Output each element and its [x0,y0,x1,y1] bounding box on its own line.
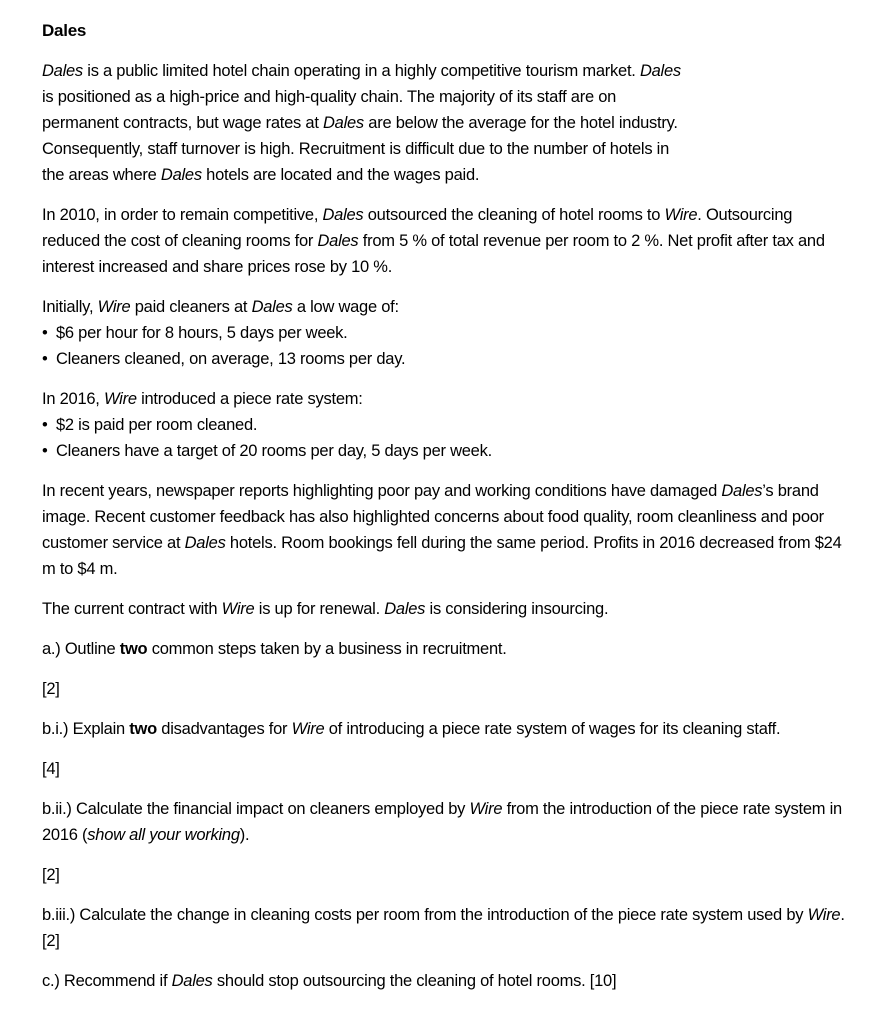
bullet-icon: • [42,442,48,460]
piece-rate-list [42,412,850,464]
list-item: • $6 per hour for 8 hours, 5 days per week. [42,320,850,346]
contract-renewal-paragraph: The current contract with Wire is up for renewal. Dales is considering insourcing. [42,600,609,618]
list-item: • Cleaners cleaned, on average, 13 rooms per day. [42,346,850,372]
bullet-icon: • [42,324,48,342]
question-b-ii-marks: [2] [42,866,60,884]
list-item: • $2 is paid per room cleaned. [42,412,850,438]
page-title: Dales [42,21,87,40]
question-b-ii: b.ii.) Calculate the financial impact on cleaners employed by Wire from the introduction of the piece rate system in 2016 (show all your working). [42,800,842,844]
question-b-i-marks: [4] [42,760,60,778]
bullet-icon: • [42,416,48,434]
outsourcing-paragraph: In 2010, in order to remain competitive, Dales outsourced the cleaning of hotel rooms to Wire. Outsourcing reduced the cost of cleaning rooms for Dales from 5 % of total revenue per room to 2 %. Net profit after tax and interest increased and share prices rose by 10 %. [42,206,825,276]
initial-wage-paragraph: Initially, Wire paid cleaners at Dales a low wage of: [42,298,399,316]
question-b-iii: b.iii.) Calculate the change in cleaning costs per room from the introduction of the piece rate system used by Wire. [2] [42,906,845,950]
piece-rate-paragraph: In 2016, Wire introduced a piece rate system: [42,390,363,408]
question-c: c.) Recommend if Dales should stop outsourcing the cleaning of hotel rooms. [10] [42,972,617,990]
list-item: • Cleaners have a target of 20 rooms per day, 5 days per week. [42,438,850,464]
initial-wage-list [42,320,850,372]
question-b-i: b.i.) Explain two disadvantages for Wire of introducing a piece rate system of wages for its cleaning staff. [42,720,781,738]
bullet-icon: • [42,350,48,368]
question-a: a.) Outline two common steps taken by a business in recruitment. [42,640,507,658]
brand-image-paragraph: In recent years, newspaper reports highlighting poor pay and working conditions have damaged Dales’s brand image. Recent customer feedback has also highlighted concerns about food quality, room cleanliness and poor customer service at Dales hotels. Room bookings fell during the same period. Profits in 2016 decreased from $24 m to $4 m. [42,482,842,578]
question-a-marks: [2] [42,680,60,698]
case-intro-paragraph: Dales is a public limited hotel chain operating in a highly competitive tourism market. Dales is positioned as a high-price and high-quality chain. The majority of its staff are on permanent contracts, but wage rates at Dales are below the average for the hotel industry. Consequently, staff turnover is high. Recruitment is difficult due to the number of hotels in the areas where Dales hotels are located and the wages paid. [42,62,681,184]
